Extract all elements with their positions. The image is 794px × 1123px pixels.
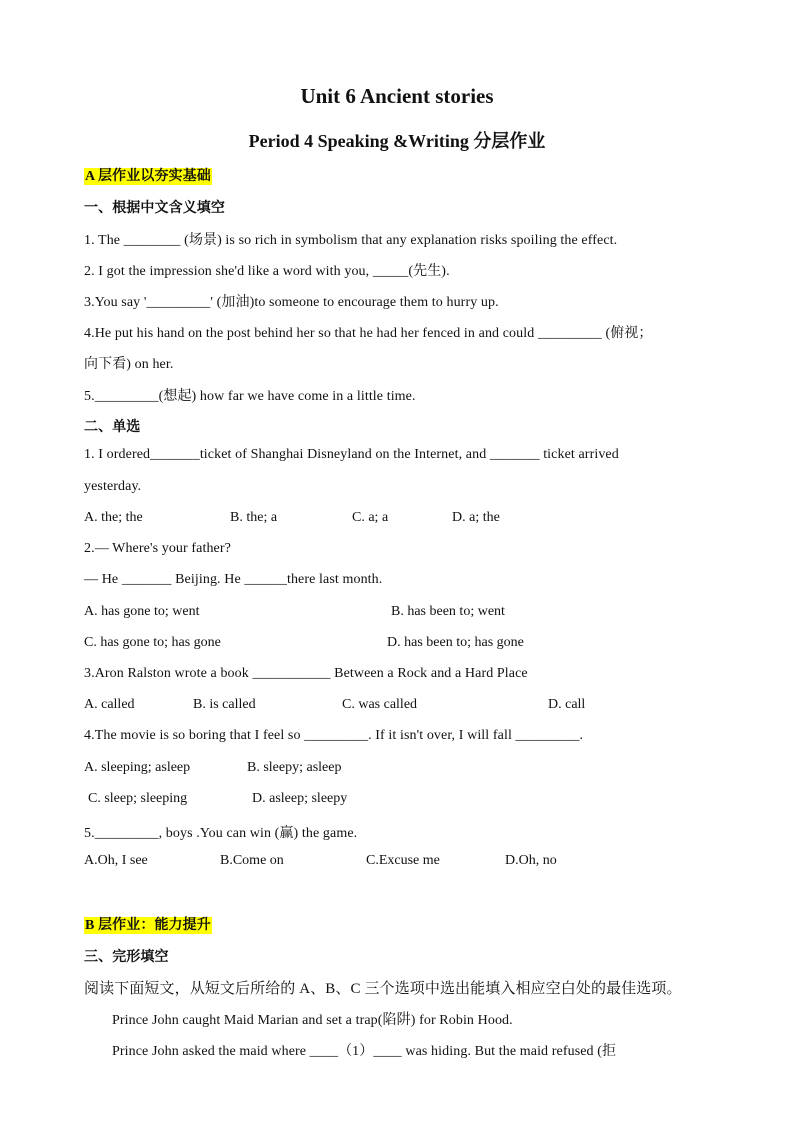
part1-item-1: 1. The ________ (场景) is so rich in symbolism that any explanation risks spoiling the effect. [84, 233, 618, 248]
q1-option-d: D. a; the [452, 510, 500, 525]
document-title: Unit 6 Ancient stories [300, 84, 494, 108]
q5-option-a: A.Oh, I see [84, 853, 148, 868]
q4-stem: 4.The movie is so boring that I feel so _________. If it isn't over, I will fall _________. [84, 728, 584, 743]
q1-stem-cont: yesterday. [84, 479, 142, 494]
q4-option-b: B. sleepy; asleep [247, 760, 342, 775]
part1-item-3: 3.You say '_________' (加油)to someone to encourage them to hurry up. [84, 295, 499, 310]
section-b-banner [84, 914, 212, 934]
q5-option-d: D.Oh, no [505, 853, 557, 868]
q2-option-d: D. has been to; has gone [387, 635, 524, 650]
q1-option-b: B. the; a [230, 510, 278, 525]
section-b-banner-text: B 层作业：能力提升 [85, 918, 211, 933]
part1-item-4: 4.He put his hand on the post behind her so that he had her fenced in and could _________ (俯视； [84, 326, 653, 341]
part3-heading: 三、完形填空 [84, 950, 169, 965]
q4-option-c: C. sleep; sleeping [88, 791, 188, 806]
q2-stem: 2.— Where's your father? [84, 541, 231, 556]
q3-option-b: B. is called [193, 697, 256, 712]
q1-option-a: A. the; the [84, 510, 143, 525]
part1-item-4-cont: 向下看) on her. [84, 357, 174, 372]
q2-stem-cont: — He _______ Beijing. He ______there last month. [84, 572, 383, 587]
q2-option-a: A. has gone to; went [84, 604, 200, 619]
q1-option-c: C. a; a [352, 510, 389, 525]
q3-option-c: C. was called [342, 697, 418, 712]
part1-item-5: 5._________(想起) how far we have come in a little time. [84, 389, 416, 404]
passage-line-2: Prince John asked the maid where ____（1）____ was hiding. But the maid refused (拒 [112, 1044, 617, 1059]
document-subtitle: Period 4 Speaking &Writing 分层作业 [248, 131, 546, 151]
q3-option-d: D. call [548, 697, 586, 712]
part1-item-2: 2. I got the impression she'd like a word with you, _____(先生). [84, 264, 450, 279]
passage-line-1: Prince John caught Maid Marian and set a trap(陷阱) for Robin Hood. [112, 1013, 513, 1028]
q4-option-d: D. asleep; sleepy [252, 791, 348, 806]
section-a-banner-text: A 层作业以夯实基础 [85, 169, 211, 184]
q3-stem: 3.Aron Ralston wrote a book ___________ Between a Rock and a Hard Place [84, 666, 528, 681]
part1-heading: 一、根据中文含义填空 [84, 201, 225, 216]
q4-option-a: A. sleeping; asleep [84, 760, 191, 775]
q5-stem: 5._________, boys .You can win (赢) the game. [84, 826, 358, 841]
q2-option-b: B. has been to; went [391, 604, 505, 619]
part2-heading: 二、单选 [84, 420, 141, 435]
q1-stem: 1. I ordered_______ticket of Shanghai Disneyland on the Internet, and _______ ticket arrived [84, 447, 619, 462]
q2-option-c: C. has gone to; has gone [84, 635, 221, 650]
part3-instruction: 阅读下面短文，从短文后所给的 A、B、C 三个选项中选出能填入相应空白处的最佳选项。 [84, 981, 682, 997]
q3-option-a: A. called [84, 697, 135, 712]
q5-option-b: B.Come on [220, 853, 284, 868]
q5-option-c: C.Excuse me [366, 853, 440, 868]
section-a-banner [84, 165, 212, 185]
